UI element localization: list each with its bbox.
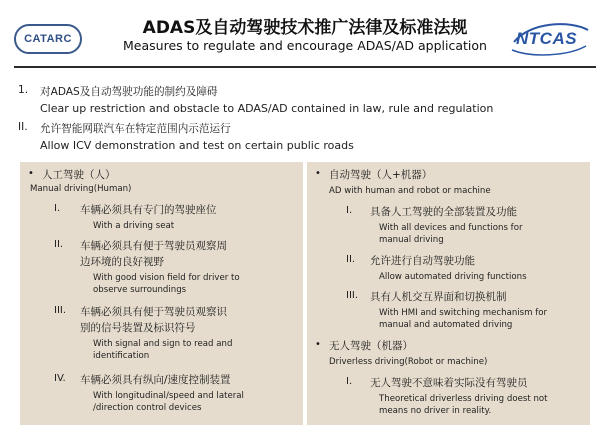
item-en-cont: identification — [93, 351, 150, 361]
top-item-cn: 对ADAS及自动驾驶功能的制约及障碍 — [40, 86, 218, 98]
ntcas-logo — [510, 20, 586, 56]
item-en: Theoretical driverless driving doest not — [379, 394, 548, 404]
item-cn: 无人驾驶不意味着实际没有驾驶员 — [370, 377, 528, 389]
item-number: I. — [346, 205, 353, 216]
item-cn: 具有人机交互界面和切换机制 — [370, 291, 507, 303]
top-item-en: Clear up restriction and obstacle to ADAS/AD contained in law, rule and regulation — [40, 102, 494, 115]
item-en: With good vision field for driver to — [93, 273, 240, 283]
bullet: • — [28, 168, 34, 179]
item-cn: 车辆必须具有便于驾驶员观察周 — [80, 240, 227, 252]
slide-header — [0, 0, 610, 70]
top-item-cn: 允许智能网联汽车在特定范围内示范运行 — [40, 123, 231, 135]
item-cn: 车辆必须具有纵向/速度控制装置 — [80, 374, 231, 386]
ad-heading-cn: 自动驾驶（人+机器） — [329, 169, 433, 181]
ntcas-logo-text: NTCAS — [516, 29, 578, 48]
top-item-number: 1. — [18, 84, 29, 96]
item-number: II. — [54, 239, 64, 250]
item-number: II. — [346, 254, 356, 265]
item-en-cont: manual driving — [379, 235, 444, 245]
item-en: With HMI and switching mechanism for — [379, 308, 548, 318]
top-item-number: II. — [18, 121, 28, 133]
item-en-cont: observe surroundings — [93, 285, 187, 295]
top-item-en: Allow ICV demonstration and test on certain public roads — [40, 139, 354, 152]
driverless-heading-en: Driverless driving(Robot or machine) — [329, 357, 488, 367]
item-cn: 车辆必须具有便于驾驶员观察识 — [80, 306, 227, 318]
bullet: • — [315, 168, 321, 179]
item-en-cont: manual and automated driving — [379, 320, 513, 330]
item-cn-cont: 边环境的良好视野 — [80, 256, 164, 268]
item-en: With signal and sign to read and — [93, 339, 233, 349]
item-en: With a driving seat — [93, 221, 175, 231]
item-cn-cont: 别的信号装置及标识符号 — [80, 322, 196, 334]
item-number: I. — [54, 203, 61, 214]
item-en-cont: /direction control devices — [93, 403, 202, 413]
manual-driving-panel — [20, 162, 303, 425]
header-divider — [14, 66, 596, 68]
item-number: I. — [346, 376, 353, 387]
automated-driving-panel — [307, 162, 590, 425]
item-en: Allow automated driving functions — [379, 272, 527, 282]
item-cn: 车辆必须具有专门的驾驶座位 — [80, 204, 217, 216]
title-chinese: ADAS及自动驾驶技术推广法律及标准法规 — [142, 18, 468, 38]
item-en-cont: means no driver in reality. — [379, 406, 492, 416]
title-english: Measures to regulate and encourage ADAS/AD application — [123, 38, 487, 53]
item-number: III. — [346, 290, 359, 301]
driverless-heading-cn: 无人驾驶（机器） — [329, 340, 413, 352]
item-en: With all devices and functions for — [379, 223, 523, 233]
item-cn: 允许进行自动驾驶功能 — [370, 255, 475, 267]
item-number: III. — [54, 305, 67, 316]
ad-heading-en: AD with human and robot or machine — [329, 186, 491, 196]
item-cn: 具备人工驾驶的全部装置及功能 — [370, 206, 517, 218]
item-number: IV. — [54, 373, 66, 384]
manual-heading-en: Manual driving(Human) — [30, 184, 132, 194]
catarc-logo-text: CATARC — [24, 33, 72, 45]
item-en: With longitudinal/speed and lateral — [93, 391, 244, 401]
manual-heading-cn: 人工驾驶（人） — [42, 169, 116, 181]
bullet: • — [315, 339, 321, 350]
